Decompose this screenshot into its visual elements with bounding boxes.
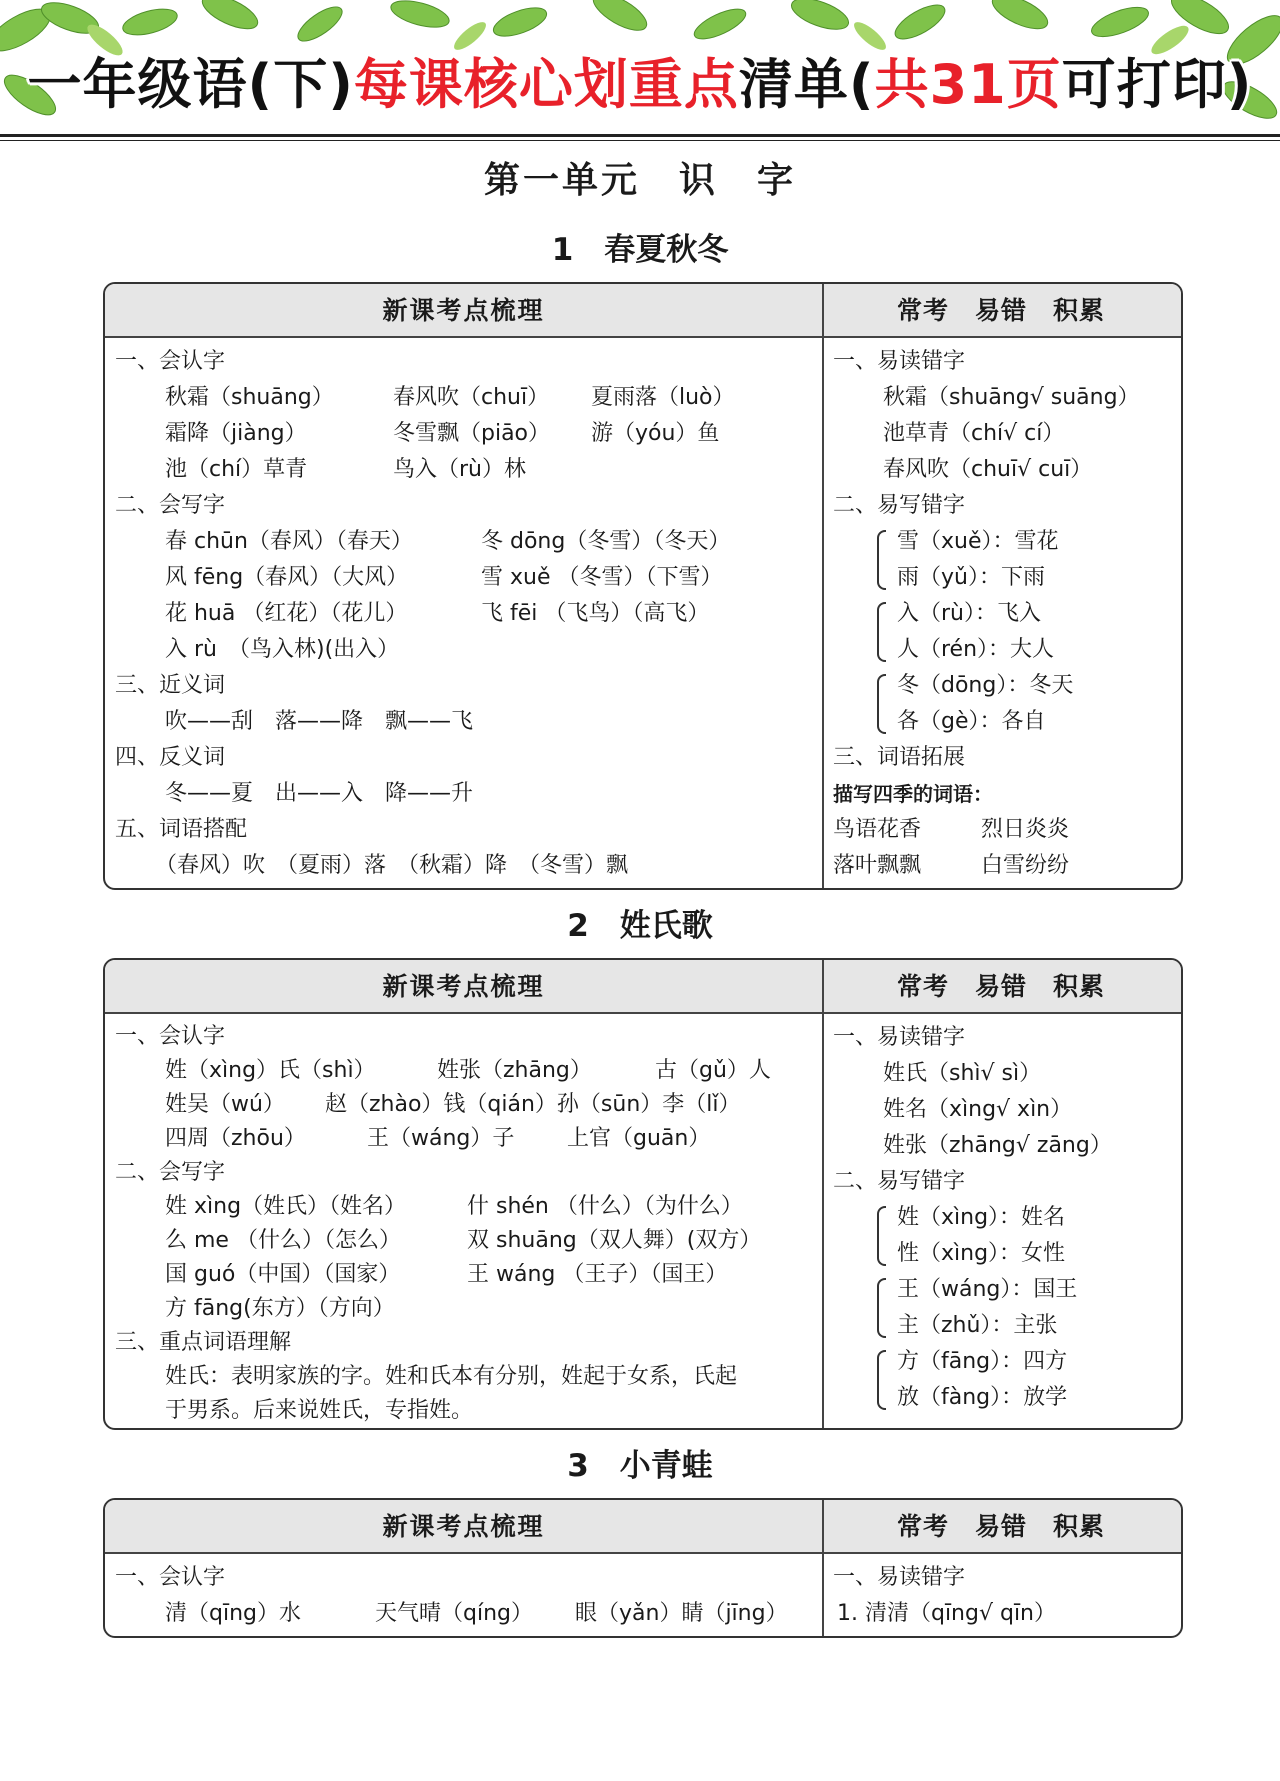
lesson-box (103, 282, 1183, 890)
list-item: 落叶飘飘 白雪纷纷 (833, 853, 1070, 878)
brace-icon (877, 1350, 886, 1410)
list-item: 冬（dōng）：冬天 (897, 673, 1074, 698)
brace-icon (877, 1206, 886, 1266)
confusable-pair (833, 524, 1178, 596)
list-item: 姓氏：表明家族的字。姓和氏本有分别，姓起于女系，氏起 (165, 1364, 738, 1389)
list-item: 清（qīng）水 天气晴（qíng） 眼（yǎn）睛（jīng） (165, 1601, 788, 1626)
list-item: 姓吴（wú） 赵（zhào）钱（qián）孙（sūn）李（lǐ） (165, 1092, 741, 1117)
list-item: 花 huā （红花）（花儿） 飞 fēi （飞鸟）（高飞） (165, 601, 710, 626)
list-item: 姓名（xìng√ xìn） (883, 1097, 1073, 1122)
section-heading: 一、易读错字 (833, 349, 966, 374)
list-item: 放（fàng）：放学 (897, 1385, 1068, 1410)
list-item: 么 me （什么）（怎么） 双 shuāng（双人舞）(双方） (165, 1228, 762, 1253)
section-heading: 一、易读错字 (833, 1565, 966, 1590)
box-header (105, 960, 1181, 1014)
list-item: 国 guó（中国）（国家） 王 wáng （王子）（国王） (165, 1262, 728, 1287)
list-item: 方（fāng）：四方 (897, 1349, 1068, 1374)
brace-icon (877, 1278, 886, 1338)
banner-title-part: 可打印) (1061, 53, 1253, 116)
list-item: 春风吹（chuī√ cuī） (883, 457, 1093, 482)
list-item: 冬——夏 出——入 降——升 (165, 781, 474, 806)
list-item: 主（zhǔ）：主张 (897, 1313, 1058, 1338)
section-heading: 一、会认字 (115, 1565, 226, 1590)
box-header-left: 新课考点梳理 (382, 296, 545, 325)
list-item: 于男系。后来说姓氏，专指姓。 (165, 1398, 474, 1423)
banner-title-part: 一年级语(下) (27, 53, 354, 116)
banner-title-part: 共31页 (874, 53, 1062, 116)
brace-icon (877, 674, 886, 734)
list-item: 人（rén）：大人 (897, 637, 1055, 662)
box-header-right: 常考 易错 积累 (896, 296, 1105, 325)
list-item: 雪（xuě）：雪花 (897, 529, 1059, 554)
section-heading: 一、会认字 (115, 1024, 226, 1049)
section-heading: 三、近义词 (115, 673, 226, 698)
key-points-column (115, 344, 815, 884)
list-item: 姓（xìng）：姓名 (897, 1205, 1066, 1230)
list-item: 入（rù）：飞入 (897, 601, 1041, 626)
section-heading: 四、反义词 (115, 745, 226, 770)
key-points-column (115, 1020, 815, 1428)
box-header-left: 新课考点梳理 (382, 1512, 545, 1541)
box-header-right: 常考 易错 积累 (896, 972, 1105, 1001)
list-item: 四周（zhōu） 王（wáng）子 上官（guān） (165, 1126, 711, 1151)
brace-icon (877, 602, 886, 662)
confusable-pair (833, 668, 1178, 740)
list-item: 秋霜（shuāng√ suāng） (883, 385, 1140, 410)
column-divider (822, 284, 824, 888)
banner-title (0, 42, 1280, 119)
unit-title: 第一单元 识 字 (483, 160, 796, 201)
list-item: 春 chūn（春风）（春天） 冬 dōng（冬雪）（冬天） (165, 529, 731, 554)
common-errors-column (833, 1560, 1178, 1632)
list-item: 池草青（chí√ cí） (883, 421, 1065, 446)
common-errors-column (833, 344, 1178, 884)
box-header-left: 新课考点梳理 (382, 972, 545, 1001)
list-item: 性（xìng）：女性 (897, 1241, 1066, 1266)
list-item: 雨（yǔ）：下雨 (897, 565, 1045, 590)
column-divider (822, 1500, 824, 1636)
list-item: 各（gè）：各自 (897, 709, 1046, 734)
column-divider (822, 960, 824, 1428)
list-item: 姓（xìng）氏（shì） 姓张（zhāng） 古（gǔ）人 (165, 1058, 771, 1083)
banner-divider (0, 134, 1280, 137)
list-item: 霜降（jiàng） 冬雪飘（piāo） 游（yóu）鱼 (165, 421, 720, 446)
section-heading: 二、易写错字 (833, 493, 966, 518)
section-heading: 一、会认字 (115, 349, 226, 374)
lesson-box (103, 1498, 1183, 1638)
common-errors-column (833, 1020, 1178, 1416)
list-item: 池（chí）草青 鸟入（rù）林 (165, 457, 526, 482)
list-item: 姓 xìng（姓氏）（姓名） 什 shén （什么）（为什么） (165, 1194, 743, 1219)
list-item: 方 fāng(东方）（方向） (165, 1296, 395, 1321)
section-heading: 二、会写字 (115, 493, 226, 518)
banner-title-part: 每课核心划重点 (353, 53, 739, 116)
list-item: 姓氏（shì√ sì） (883, 1061, 1042, 1086)
section-heading: 五、词语搭配 (115, 817, 248, 842)
list-item: 鸟语花香 烈日炎炎 (833, 817, 1070, 842)
lesson-title: 1 春夏秋冬 (551, 232, 729, 268)
confusable-pair (833, 1272, 1178, 1344)
lesson-box (103, 958, 1183, 1430)
confusable-pair (833, 1344, 1178, 1416)
box-header-right: 常考 易错 积累 (896, 1512, 1105, 1541)
key-points-column (115, 1560, 815, 1632)
list-item: 入 rù （鸟入林)(出入） (165, 637, 400, 662)
list-item: 王（wáng）：国王 (897, 1277, 1078, 1302)
title-banner (0, 0, 1280, 132)
list-item: 风 fēng（春风）（大风） 雪 xuě （冬雪）（下雪） (165, 565, 723, 590)
sub-heading: 描写四季的词语： (833, 782, 993, 806)
section-heading: 三、重点词语理解 (115, 1330, 292, 1355)
list-item: 姓张（zhāng√ zāng） (883, 1133, 1112, 1158)
list-item: 1. 清清（qīng√ qīn） (837, 1601, 1057, 1626)
section-heading: 二、会写字 (115, 1160, 226, 1185)
lesson-title: 3 小青蛙 (567, 1448, 713, 1484)
list-item: （春风）吹 （夏雨）落 （秋霜）降 （冬雪）飘 (155, 853, 629, 878)
section-heading: 三、词语拓展 (833, 745, 966, 770)
section-heading: 一、易读错字 (833, 1025, 966, 1050)
banner-title-part: 清单( (738, 53, 875, 116)
brace-icon (877, 530, 886, 590)
list-item: 秋霜（shuāng） 春风吹（chuī） 夏雨落（luò） (165, 385, 735, 410)
lesson-title: 2 姓氏歌 (567, 908, 713, 944)
confusable-pair (833, 1200, 1178, 1272)
section-heading: 二、易写错字 (833, 1169, 966, 1194)
confusable-pair (833, 596, 1178, 668)
box-header (105, 1500, 1181, 1554)
list-item: 吹——刮 落——降 飘——飞 (165, 709, 474, 734)
banner-divider (0, 140, 1280, 141)
box-header (105, 284, 1181, 338)
